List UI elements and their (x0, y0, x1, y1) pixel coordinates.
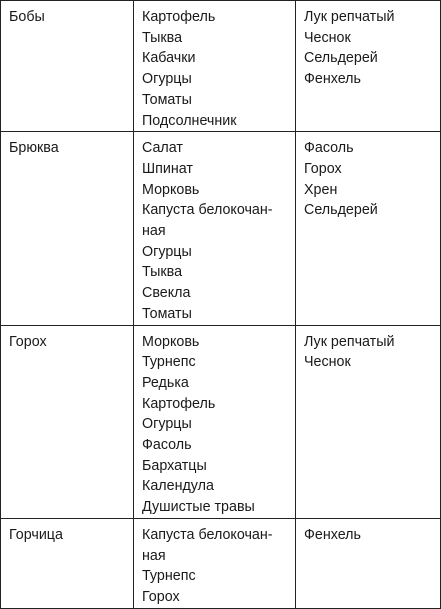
list-item: Редька (142, 374, 189, 391)
list-item: Шпинат (142, 160, 193, 177)
list-item: ная (142, 223, 166, 240)
list-item: Огурцы (142, 243, 192, 260)
list-item: Фенхель (304, 71, 361, 88)
list-item: Картофель (142, 395, 216, 412)
list-item: Свекла (142, 285, 191, 302)
list-item: Сельдерей (304, 202, 378, 219)
list-item: Горох (142, 588, 180, 605)
bad-neighbors-cell (296, 518, 441, 608)
list-item: Томаты (142, 91, 192, 108)
good-neighbors-cell (134, 1, 296, 132)
list-item: Огурцы (142, 416, 192, 433)
list-item: ная (142, 547, 166, 564)
list-item: Тыква (142, 29, 183, 46)
plant-name: Горох (9, 333, 47, 350)
list-item: Кабачки (142, 50, 196, 67)
plant-cell (1, 132, 134, 325)
list-item: Подсолнечник (142, 112, 237, 129)
list-item: Салат (142, 140, 183, 157)
good-neighbors-cell (134, 325, 296, 518)
table-row (1, 325, 441, 518)
list-item: Сельдерей (304, 50, 378, 67)
list-item: Турнепс (142, 568, 196, 585)
list-item: Чеснок (304, 29, 351, 46)
plant-name: Бобы (9, 9, 45, 25)
list-item: Фасоль (142, 437, 192, 454)
list-item: Лук репчатый (304, 9, 395, 25)
list-item: Лук репчатый (304, 333, 395, 350)
plant-name: Горчица (9, 526, 63, 543)
good-neighbors-cell (134, 132, 296, 325)
list-item: Турнепс (142, 354, 196, 371)
bad-neighbors-cell (296, 1, 441, 132)
table-body (1, 1, 441, 609)
table-row (1, 518, 441, 608)
list-item: Душистые травы (142, 499, 255, 516)
list-item: Морковь (142, 333, 200, 350)
list-item: Хрен (304, 181, 338, 198)
bad-neighbors-cell (296, 132, 441, 325)
list-item: Морковь (142, 181, 200, 198)
plant-cell (1, 1, 134, 132)
list-item: Фенхель (304, 526, 361, 543)
list-item: Горох (304, 160, 342, 177)
list-item: Тыква (142, 264, 183, 281)
list-item: Огурцы (142, 71, 192, 88)
list-item: Бархатцы (142, 457, 207, 474)
bad-neighbors-cell (296, 325, 441, 518)
list-item: Томаты (142, 305, 192, 322)
plant-cell (1, 518, 134, 608)
list-item: Капуста белокочан- (142, 202, 273, 219)
good-neighbors-cell (134, 518, 296, 608)
list-item: Чеснок (304, 354, 351, 371)
table-row (1, 132, 441, 325)
plant-name: Брюква (9, 140, 59, 157)
list-item: Картофель (142, 9, 216, 25)
list-item: Календула (142, 478, 214, 495)
list-item: Фасоль (304, 140, 354, 157)
table-row (1, 1, 441, 132)
plant-cell (1, 325, 134, 518)
list-item: Капуста белокочан- (142, 526, 273, 543)
